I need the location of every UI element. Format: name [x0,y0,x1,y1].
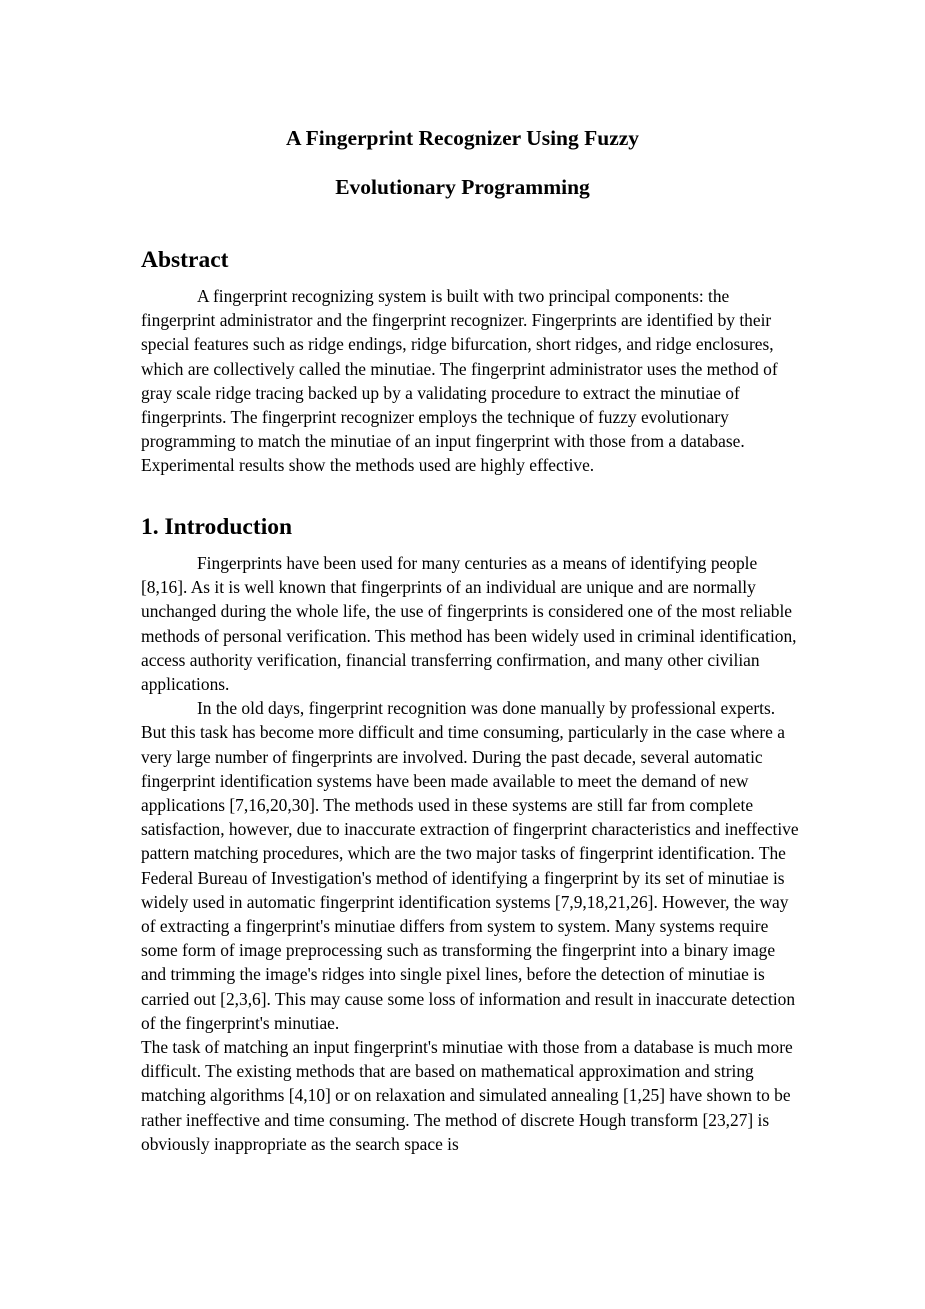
intro-paragraph-3: The task of matching an input fingerprint's minutiae with those from a database is much more difficult. The existing methods that are based on mathematical approximation and string matching algorithms [4,10] or on relaxation and simulated annealing [1,25] have shown to be rather ineffective and time consuming. The method of discrete Hough transform [23,27] is obviously inappropriate as the search space is [141,1037,793,1154]
abstract-heading: Abstract [141,247,229,273]
introduction-heading: 1. Introduction [141,514,293,540]
abstract-paragraph: A fingerprint recognizing system is built with two principal components: the fingerprint administrator and the fingerprint recognizer. Fingerprints are identified by their special features such as ridge endings, ridge bifurcation, short ridges, and ridge enclosures, which are collectively called the minutiae. The fingerprint administrator uses the method of gray scale ridge tracing backed up by a validating procedure to extract the minutiae of fingerprints. The fingerprint recognizer employs the technique of fuzzy evolutionary programming to match the minutiae of an input fingerprint with those from a database. Experimental results show the methods used are highly effective. [141,286,778,476]
introduction-section [141,551,801,1156]
intro-paragraph-1: Fingerprints have been used for many centuries as a means of identifying people [8,16]. As it is well known that fingerprints of an individual are unique and are normally unchanged during the whole life, the use of fingerprints is considered one of the most reliable methods of personal verification. This method has been widely used in criminal identification, access authority verification, financial transferring confirmation, and many other civilian applications. [141,553,797,695]
paper-title-line-1: A Fingerprint Recognizer Using Fuzzy [285,126,640,150]
intro-paragraph-2: In the old days, fingerprint recognition was done manually by professional experts. But this task has become more difficult and time consuming, particularly in the case where a very large number of fingerprints are involved. During the past decade, several automatic fingerprint identification systems have been made available to meet the demand of new applications [7,16,20,30]. The methods used in these systems are still far from complete satisfaction, however, due to inaccurate extraction of fingerprint characteristics and ineffective pattern matching procedures, which are the two major tasks of fingerprint identification. The Federal Bureau of Investigation's method of identifying a fingerprint by its set of minutiae is widely used in automatic fingerprint identification systems [7,9,18,21,26]. However, the way of extracting a fingerprint's minutiae differs from system to system. Many systems require some form of image preprocessing such as transforming the fingerprint into a binary image and trimming the image's ridges into single pixel lines, before the detection of minutiae is carried out [2,3,6]. This may cause some loss of information and result in inaccurate detection of the fingerprint's minutiae. [141,698,799,1033]
abstract-section [141,284,801,478]
paper-title-line-2: Evolutionary Programming [335,175,590,199]
